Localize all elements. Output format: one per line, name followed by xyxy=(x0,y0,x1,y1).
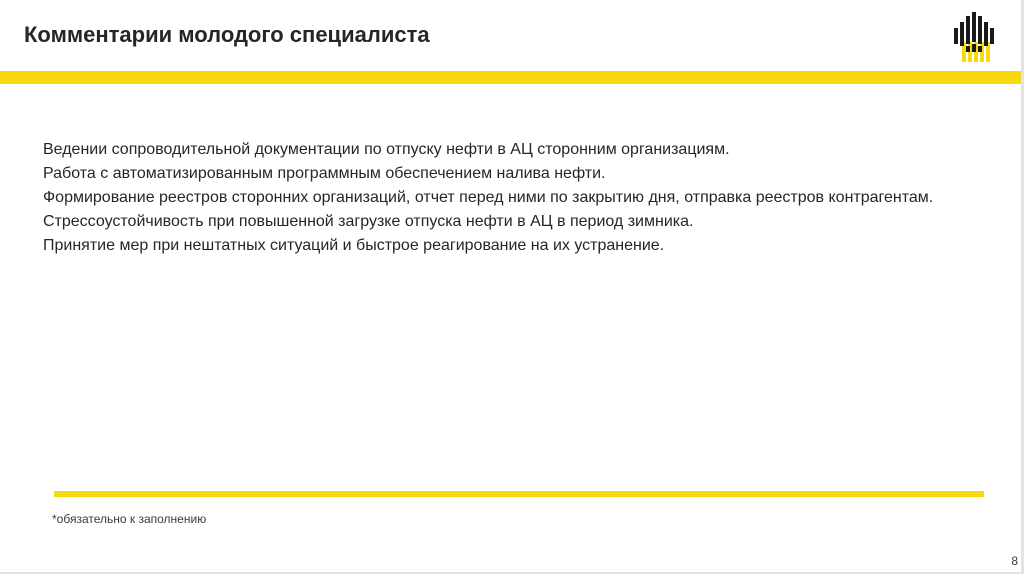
rosneft-logo-icon xyxy=(950,8,1002,64)
comment-text-block xyxy=(43,138,975,258)
page-title: Комментарии молодого специалиста xyxy=(24,22,430,47)
comment-paragraph: Ведении сопроводительной документации по отпуску нефти в АЦ сторонним организациям. xyxy=(43,141,730,158)
page-number: 8 xyxy=(1011,554,1018,568)
comment-paragraph: Принятие мер при нештатных ситуаций и быстрое реагирование на их устранение. xyxy=(43,237,665,254)
comment-paragraph: Работа с автоматизированным программным обеспечением налива нефти. xyxy=(43,165,606,182)
footer-accent-band xyxy=(54,491,984,497)
comment-paragraph: Стрессоустойчивость при повышенной загрузке отпуска нефти в АЦ в период зимника. xyxy=(43,213,694,230)
footnote: *обязательно к заполнению xyxy=(52,512,207,526)
comment-paragraph: Формирование реестров сторонних организаций, отчет перед ними по закрытию дня, отправка реестров контрагентам. xyxy=(43,189,934,206)
header-accent-band xyxy=(0,71,1024,84)
